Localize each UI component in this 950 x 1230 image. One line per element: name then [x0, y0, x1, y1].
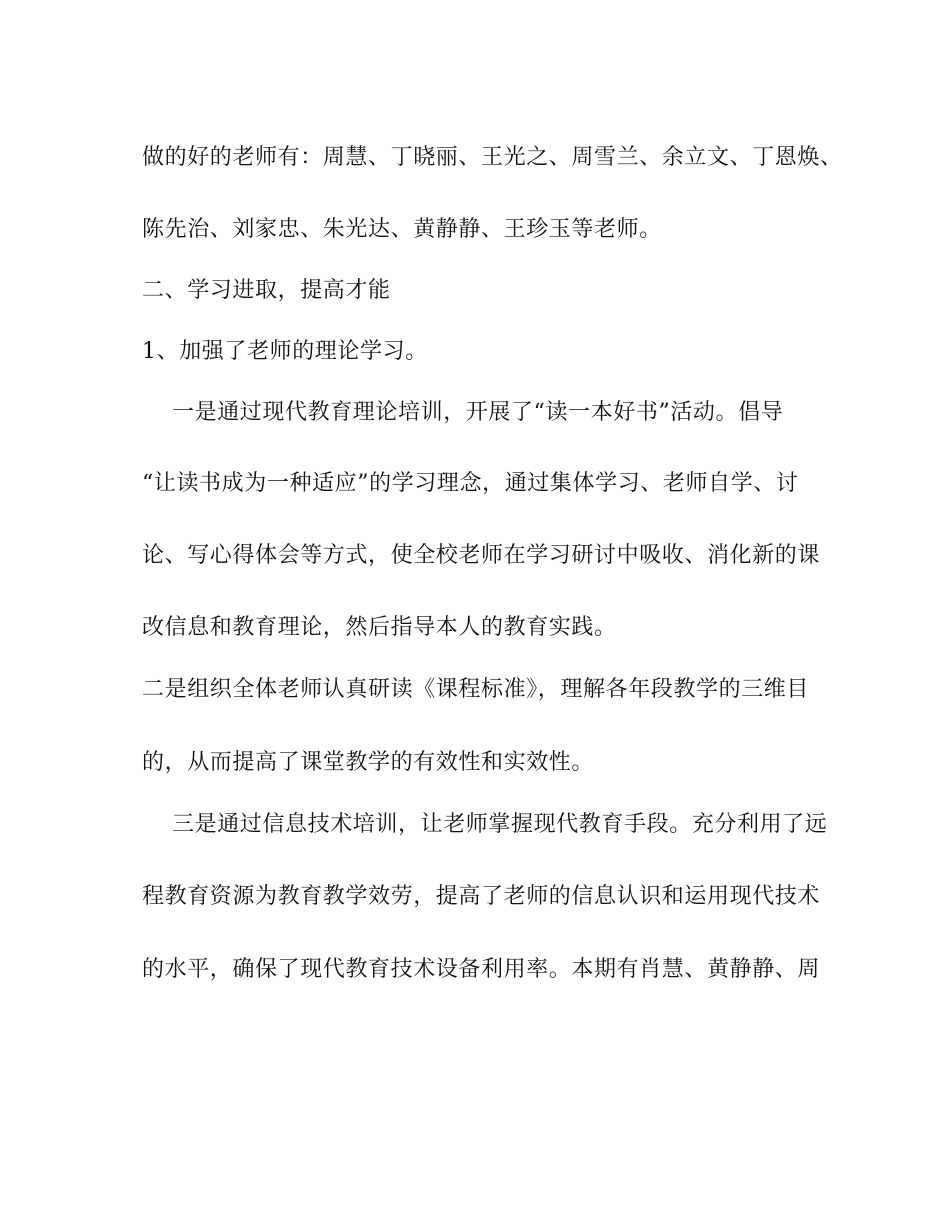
- subsection-heading: 1、加强了老师的理论学习。: [142, 339, 428, 364]
- paragraph-line-1: 做的好的老师有：周慧、丁晓丽、王光之、周雪兰、余立文、丁恩焕、: [142, 145, 843, 170]
- paragraph-line-7: 论、写心得体会等方式，使全校老师在学习研讨中吸收、消化新的课: [142, 543, 821, 568]
- section-heading: 二、学习进取，提高才能: [142, 278, 391, 303]
- paragraph-line-11: 三是通过信息技术培训，让老师掌握现代教育手段。充分利用了远: [172, 812, 828, 837]
- paragraph-line-13: 的水平，确保了现代教育技术设备利用率。本期有肖慧、黄静静、周: [142, 957, 821, 982]
- paragraph-line-5: 一是通过现代教育理论培训，开展了“读一本好书”活动。倡导: [172, 400, 784, 425]
- paragraph-line-2: 陈先治、刘家忠、朱光达、黄静静、王珍玉等老师。: [142, 217, 662, 242]
- paragraph-line-9: 二是组织全体老师认真研读《课程标准》，理解各年段教学的三维目: [142, 677, 810, 702]
- paragraph-line-12: 程教育资源为教育教学效劳，提高了老师的信息认识和运用现代技术: [142, 884, 821, 909]
- paragraph-line-6: “让读书成为一种适应”的学习理念，通过集体学习、老师自学、讨: [142, 471, 799, 496]
- paragraph-line-10: 的，从而提高了课堂教学的有效性和实效性。: [142, 750, 595, 775]
- paragraph-line-8: 改信息和教育理论，然后指导本人的教育实践。: [142, 615, 617, 640]
